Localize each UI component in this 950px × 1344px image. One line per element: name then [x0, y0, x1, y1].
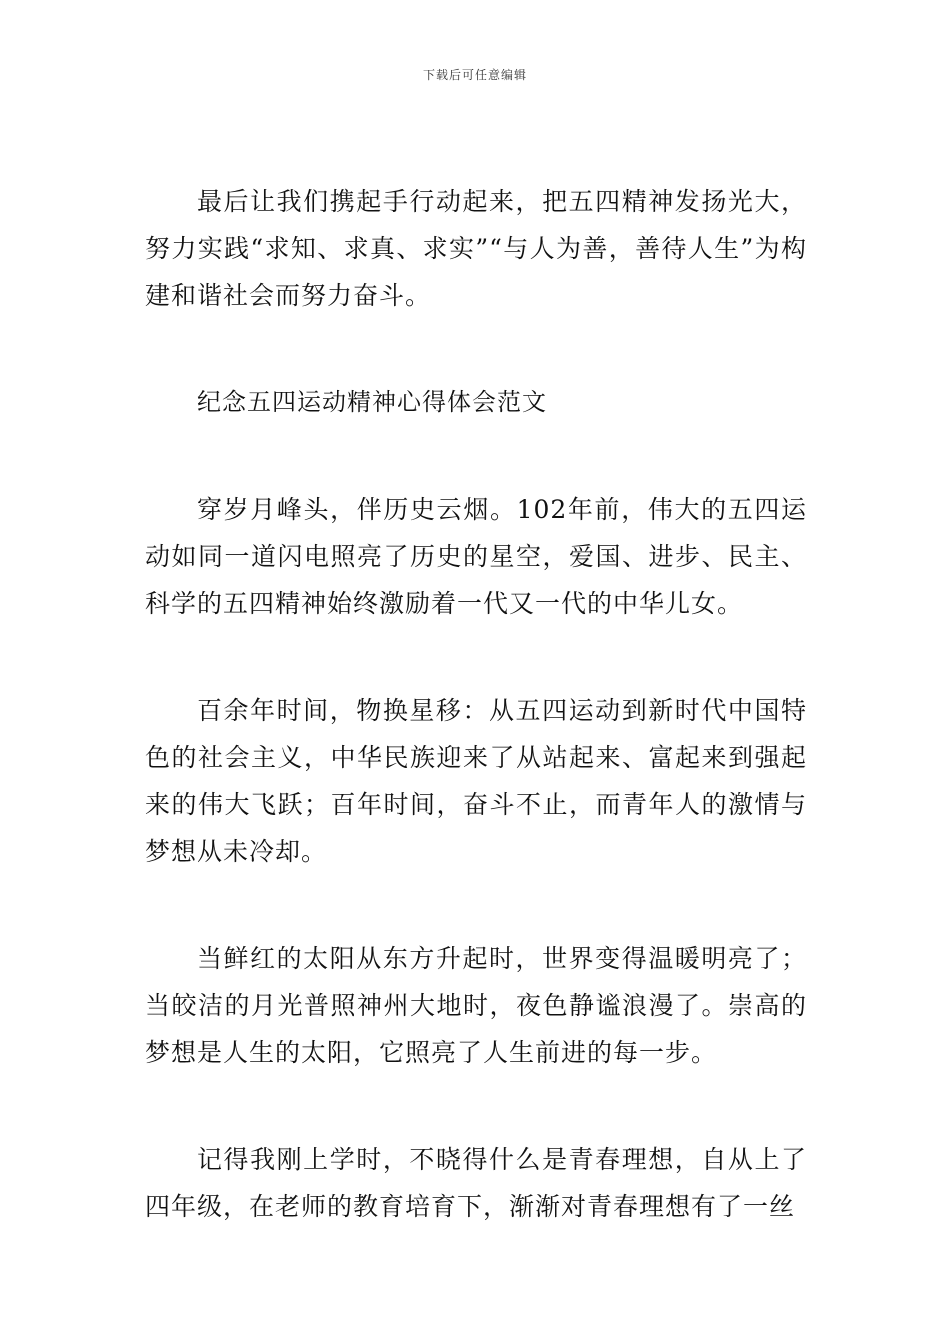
document-body	[145, 178, 807, 1290]
section-title: 纪念五四运动精神心得体会范文	[197, 388, 547, 416]
paragraph-century: 百余年时间，物换星移：从五四运动到新时代中国特色的社会主义，中华民族迎来了从站起来、富起来到强起来的伟大飞跃；百年时间，奋斗不止，而青年人的激情与梦想从未冷却。	[145, 696, 807, 866]
page-header: 下载后可任意编辑	[422, 68, 527, 82]
paragraph-sun-moon: 当鲜红的太阳从东方升起时，世界变得温暖明亮了；当皎洁的月光普照神州大地时，夜色静谧浪漫了。崇高的梦想是人生的太阳，它照亮了人生前进的每一步。	[145, 944, 807, 1067]
paragraph-intro: 穿岁月峰头，伴历史云烟。102年前，伟大的五四运动如同一道闪电照亮了历史的星空，爱国、进步、民主、科学的五四精神始终激励着一代又一代的中华儿女。	[145, 495, 807, 618]
paragraph-memory: 记得我刚上学时，不晓得什么是青春理想，自从上了四年级，在老师的教育培育下，渐渐对青春理想有了一丝	[145, 1145, 807, 1221]
paragraph-closing: 最后让我们携起手行动起来，把五四精神发扬光大，努力实践“求知、求真、求实”“与人为善，善待人生”为构建和谐社会而努力奋斗。	[145, 187, 807, 310]
